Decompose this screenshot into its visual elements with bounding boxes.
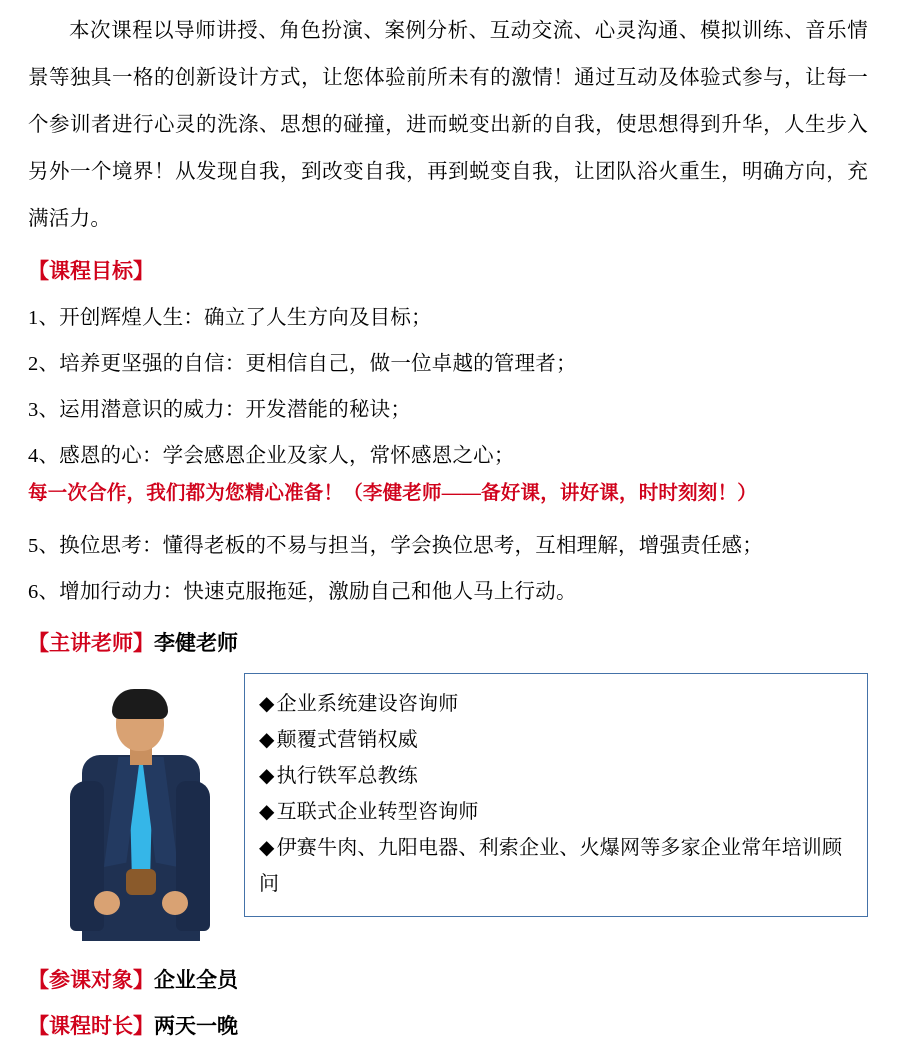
speaker-photo <box>64 673 214 941</box>
bio-line-text: 互联式企业转型咨询师 <box>276 801 479 823</box>
speaker-heading <box>28 623 868 663</box>
duration-row <box>28 1003 868 1049</box>
bio-line-text: 企业系统建设咨询师 <box>276 693 459 715</box>
audience-label: 【参课对象】 <box>28 968 154 992</box>
audience-value: 企业全员 <box>154 968 238 992</box>
objective-item-5: 5、换位思考：懂得老板的不易与担当，学会换位思考，互相理解，增强责任感； <box>28 535 763 557</box>
speaker-bio-box <box>244 673 868 917</box>
bio-line-text: 伊赛牛肉、九阳电器、利索企业、火爆网等多家企业常年培训顾问 <box>259 837 843 895</box>
objective-item-4: 4、感恩的心：学会感恩企业及家人，常怀感恩之心； <box>28 445 515 467</box>
speaker-block <box>28 673 868 941</box>
diamond-bullet-icon: ◆ <box>259 801 275 823</box>
objective-item-2: 2、培养更坚强的自信：更相信自己，做一位卓越的管理者； <box>28 353 577 375</box>
photo-hand-left <box>94 891 120 915</box>
duration-value: 两天一晚 <box>154 1014 238 1038</box>
bio-line-text: 颠覆式营销权威 <box>276 729 418 751</box>
diamond-bullet-icon: ◆ <box>259 837 275 859</box>
intro-paragraph: 本次课程以导师讲授、角色扮演、案例分析、互动交流、心灵沟通、模拟训练、音乐情景等独具一格的创新设计方式，让您体验前所未有的激情！通过互动及体验式参与，让每一个参训者进行心灵的洗涤、思想的碰撞，进而蜕变出新的自我，使思想得到升华，人生步入另外一个境界！从发现自我，到改变自我，再到蜕变自我，让团队浴火重生，明确方向，充满活力。 <box>28 20 868 230</box>
bio-line <box>259 794 853 830</box>
objective-item-3: 3、运用潜意识的威力：开发潜能的秘诀； <box>28 399 412 421</box>
duration-label: 【课程时长】 <box>28 1014 154 1038</box>
photo-belt <box>126 869 156 895</box>
speaker-name: 李健老师 <box>154 631 238 655</box>
photo-hair <box>112 689 168 719</box>
photo-hand-right <box>162 891 188 915</box>
bio-line-text: 执行铁军总教练 <box>276 765 418 787</box>
course-meta-rows <box>28 957 868 1049</box>
objective-item-6: 6、增加行动力：快速克服拖延，激励自己和他人马上行动。 <box>28 581 577 603</box>
bio-line <box>259 830 853 902</box>
bio-line <box>259 758 853 794</box>
objectives-heading <box>28 251 868 291</box>
bio-line <box>259 686 853 722</box>
diamond-bullet-icon: ◆ <box>259 693 275 715</box>
bio-line <box>259 722 853 758</box>
objective-item-1: 1、开创辉煌人生：确立了人生方向及目标； <box>28 307 432 329</box>
audience-row <box>28 957 868 1003</box>
diamond-bullet-icon: ◆ <box>259 729 275 751</box>
diamond-bullet-icon: ◆ <box>259 765 275 787</box>
red-highlight-note: 每一次合作，我们都为您精心准备！（李健老师——备好课，讲好课，时时刻刻！） <box>28 483 757 504</box>
objectives-heading-label: 【课程目标】 <box>28 259 154 283</box>
speaker-heading-label: 【主讲老师】 <box>28 631 154 655</box>
